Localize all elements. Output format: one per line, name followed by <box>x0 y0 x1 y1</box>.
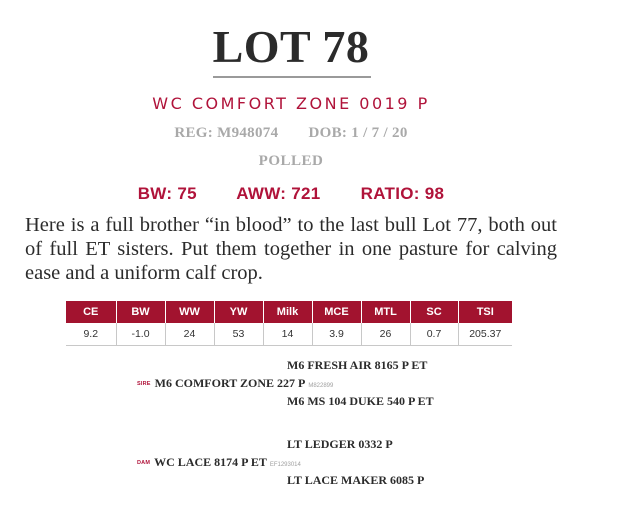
epd-value-yw: 53 <box>214 323 263 346</box>
animal-name: WC COMFORT ZONE 0019 P <box>152 94 430 113</box>
epd-header-ce: CE <box>66 301 116 323</box>
ratio-value: 98 <box>424 184 445 203</box>
sire-label: SIRE <box>137 381 151 388</box>
polled-status: POLLED <box>258 153 324 169</box>
sire-reg: M822899 <box>308 383 334 389</box>
sire-line <box>137 376 333 391</box>
epd-header-mtl: MTL <box>361 301 410 323</box>
epd-value-sc: 0.7 <box>410 323 458 346</box>
epd-value-ce: 9.2 <box>83 328 99 340</box>
epd-value-mtl: 26 <box>361 323 410 346</box>
trait-summary <box>0 184 582 204</box>
reg-label: REG: <box>174 125 214 141</box>
dam-label: DAM <box>137 460 151 467</box>
epd-value-ww: 24 <box>165 323 214 346</box>
epd-value-mce: 3.9 <box>312 323 361 346</box>
reg-number: M948074 <box>217 125 279 141</box>
epd-value-row <box>66 323 512 346</box>
epd-value-bw: -1.0 <box>116 323 165 346</box>
aww-label: AWW: <box>236 184 287 203</box>
title-underline <box>213 76 371 78</box>
epd-header-tsi: TSI <box>458 301 512 323</box>
lot-title: LOT 78 <box>212 21 370 72</box>
epd-table <box>66 301 512 346</box>
description: Here is a full brother “in blood” to the last bull Lot 77, both out of full ET sisters. Put them together in one pasture for calving ease and a uniform calf crop. <box>25 214 557 284</box>
epd-value-milk: 14 <box>263 323 312 346</box>
dam-sire: LT LEDGER 0332 P <box>287 437 393 451</box>
sire-sire: M6 FRESH AIR 8165 P ET <box>287 358 428 372</box>
epd-header-bw: BW <box>116 301 165 323</box>
epd-header-row <box>66 301 512 323</box>
epd-header-milk: Milk <box>263 301 312 323</box>
epd-header-sc: SC <box>410 301 458 323</box>
registration-line <box>0 125 582 142</box>
aww-value: 721 <box>291 184 321 203</box>
sire-dam: M6 MS 104 DUKE 540 P ET <box>287 394 434 408</box>
sire-name: M6 COMFORT ZONE 227 P <box>154 376 306 390</box>
dam-name: WC LACE 8174 P ET <box>154 455 267 469</box>
dam-line <box>137 455 301 470</box>
dob-value: 1 / 7 / 20 <box>351 125 408 141</box>
dam-dam: LT LACE MAKER 6085 P <box>287 473 425 487</box>
bw-label: BW: <box>137 184 173 203</box>
ratio-label: RATIO: <box>360 184 420 203</box>
epd-header-mce: MCE <box>312 301 361 323</box>
epd-value-tsi: 205.37 <box>458 323 512 346</box>
dam-reg: EF1293014 <box>269 462 301 468</box>
dob-label: DOB: <box>308 125 348 141</box>
epd-header-ww: WW <box>165 301 214 323</box>
epd-header-yw: YW <box>214 301 263 323</box>
bw-value: 75 <box>177 184 197 203</box>
